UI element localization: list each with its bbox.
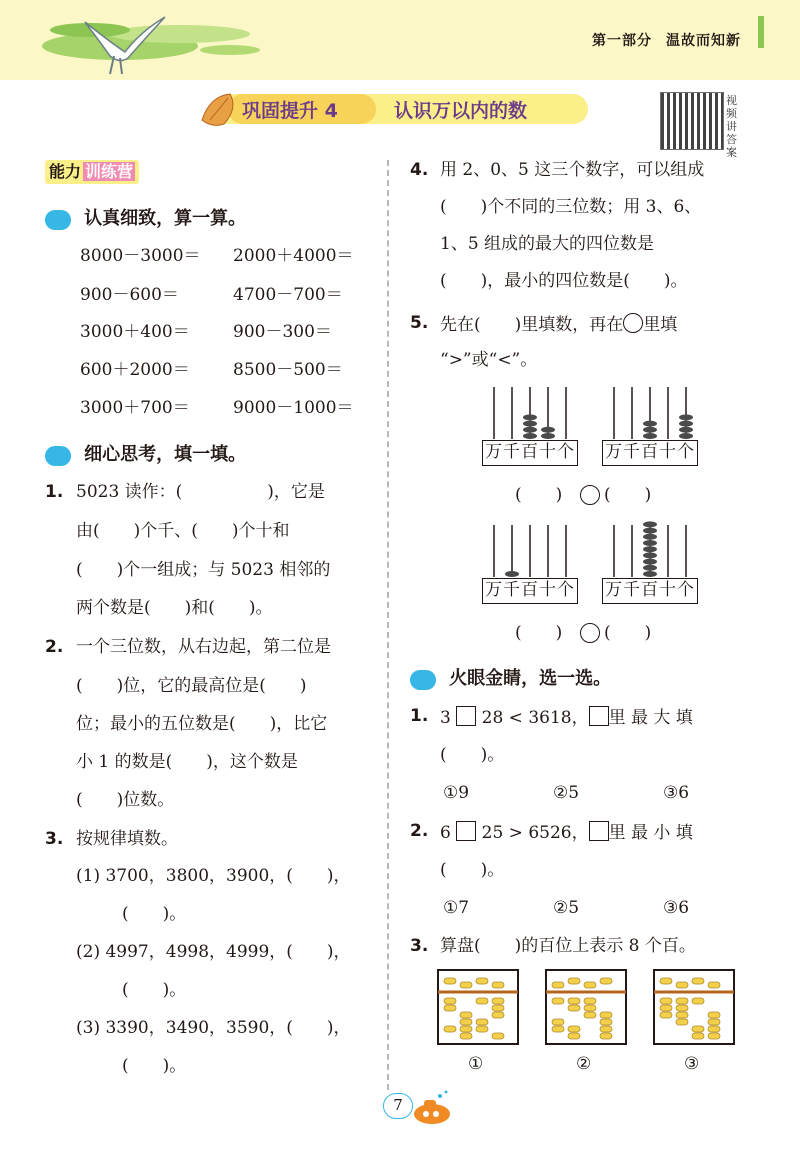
badge-b: 训练营 [85,162,134,181]
c2-box-2-icon [589,821,609,841]
q2-line-3: 位；最小的五位数是( )，比它 [76,714,328,734]
sec3-heading: 火眼金睛，选一选。 [410,664,611,690]
submarine-icon [410,1090,454,1130]
sec1-badge-icon [45,210,71,230]
c3-text: 算盘( )的百位上表示 8 个百。 [440,936,696,956]
abacus-bead [643,534,657,540]
suanpan-mark-3[interactable]: ③ [684,1054,700,1074]
title-right: 认识万以内的数 [394,100,528,122]
q2-line-1: 一个三位数，从右边起，第二位是 [76,637,331,657]
sec2-heading: 细心思考，填一填。 [45,440,246,466]
abacus-bead [679,421,693,427]
abacus-bead [679,427,693,433]
sec1-heading: 认真细致，算一算。 [45,204,246,230]
abacus-label-3: 万千百十个 [482,578,578,604]
calc-3a: 3000＋400＝ [80,322,190,342]
q3-number: 3. [45,829,64,849]
compare-2-right: ( ) [604,623,652,643]
c3-number: 3. [410,936,429,956]
c2-opt-1[interactable]: ①7 [443,898,470,918]
c2-blank: ( )。 [440,860,505,880]
abacus-bead [643,433,657,439]
c2-line-1: 6 25 > 6526， 里 最 小 填 [440,823,693,843]
abacus-bead [679,433,693,439]
c1-number: 1. [410,706,429,726]
abacus-label-4: 万千百十个 [602,578,698,604]
calc-2a: 900－600＝ [80,285,179,305]
abacus-bead [523,427,537,433]
abacus-bead [643,421,657,427]
c1-opt-2[interactable]: ②5 [553,783,580,803]
q2-line-5: ( )位数。 [76,790,175,810]
suanpan-group [436,968,736,1048]
title-banner [200,90,590,128]
suanpan-mark-1[interactable]: ① [468,1054,484,1074]
part-label: 第一部分 [592,33,652,49]
c1-opt-3[interactable]: ③6 [663,783,690,803]
calc-2b: 4700－700＝ [233,285,343,305]
page-number: 7 [383,1093,413,1119]
c1-line-1: 3 28 < 3618， 里 最 大 填 [440,708,693,728]
sec3-badge-icon [410,670,436,690]
abacus-bead [679,414,693,420]
theme-label: 温故而知新 [666,33,741,49]
c2-opt-2[interactable]: ②5 [553,898,580,918]
abacus-bead [643,552,657,558]
calc-1a: 8000－3000＝ [80,246,201,266]
badge-a: 能力 [49,162,82,181]
q3-3-line-1: (3) 3390，3490，3590，( )， [76,1018,351,1038]
q4-line-4: ( )，最小的四位数是( )。 [440,271,688,291]
q1-line-3: ( )个一组成；与 5023 相邻的 [76,560,331,580]
c2-box-1-icon [456,821,476,841]
q2-line-2: ( )位，它的最高位是( ) [76,676,307,696]
compare-2-circle-icon [580,623,600,644]
compare-1-right: ( ) [604,485,652,505]
abacus-bead [643,540,657,546]
abacus-bead [505,571,519,577]
calc-5b: 9000－1000＝ [233,398,354,418]
q1-line-2: 由( )个千、( )个十和 [76,521,290,541]
calc-4a: 600＋2000＝ [80,360,190,380]
ability-badge [45,160,139,184]
q3-3-line-2: ( )。 [122,1056,187,1076]
qr-label: 视频讲答案 [726,94,737,159]
seagull-icon [80,12,170,78]
q1-line-4: 两个数是( )和( )。 [76,598,273,618]
calc-5a: 3000＋700＝ [80,398,190,418]
q3-2-line-2: ( )。 [122,980,187,1000]
suanpan-3 [654,970,734,1044]
q5-number: 5. [410,313,429,333]
abacus-bead [541,427,555,433]
abacus-bead [643,546,657,552]
compare-1-circle-icon [580,485,600,506]
abacus-bead [523,433,537,439]
center-divider [387,160,389,1090]
qr-code[interactable] [660,92,724,150]
compare-circle-icon [623,313,643,333]
q3-1-line-2: ( )。 [122,904,187,924]
suanpan-2 [546,970,626,1044]
q4-number: 4. [410,160,429,180]
c1-box-1-icon [456,706,476,726]
q4-line-3: 1、5 组成的最大的四位数是 [440,234,655,254]
q2-line-4: 小 1 的数是( )，这个数是 [76,752,298,772]
q5-line-1: 先在( )里填数，再在 里填 [440,315,678,335]
q1-number: 1. [45,482,64,502]
abacus-bead [643,565,657,571]
abacus-bead [643,559,657,565]
c2-opt-3[interactable]: ③6 [663,898,690,918]
abacus-bead [643,521,657,527]
q3-1-line-1: (1) 3700，3800，3900，( )， [76,866,351,886]
abacus-bead [541,433,555,439]
q2-number: 2. [45,637,64,657]
title-left: 巩固提升 4 [242,100,338,122]
q3-2-line-1: (2) 4997，4998，4999，( )， [76,942,351,962]
calc-1b: 2000＋4000＝ [233,246,354,266]
abacus-bead [643,427,657,433]
q1-line-1: 5023 读作：( )，它是 [76,482,325,502]
sec2-badge-icon [45,446,71,466]
q4-line-1: 用 2、0、5 这三个数字，可以组成 [440,160,705,180]
suanpan-1 [438,970,518,1044]
q4-line-2: ( )个不同的三位数；用 3、6、 [440,197,702,217]
c1-blank: ( )。 [440,745,505,765]
calc-3b: 900－300＝ [233,322,332,342]
compare-2-left: ( ) [515,623,563,643]
suanpan-mark-2[interactable]: ② [576,1054,592,1074]
abacus-bead [523,414,537,420]
compare-1-left: ( ) [515,485,563,505]
c1-box-2-icon [589,706,609,726]
section-label [592,30,755,50]
abacus-bead [643,528,657,534]
abacus-bead [523,421,537,427]
abacus-label-1: 万千百十个 [482,440,578,466]
abacus-bead [643,571,657,577]
c2-number: 2. [410,821,429,841]
q5-line-2: “>”或“<”。 [440,350,538,370]
header-mark-icon [752,12,782,52]
c1-opt-1[interactable]: ①9 [443,783,470,803]
q3-text: 按规律填数。 [76,829,178,849]
calc-4b: 8500－500＝ [233,360,343,380]
abacus-label-2: 万千百十个 [602,440,698,466]
